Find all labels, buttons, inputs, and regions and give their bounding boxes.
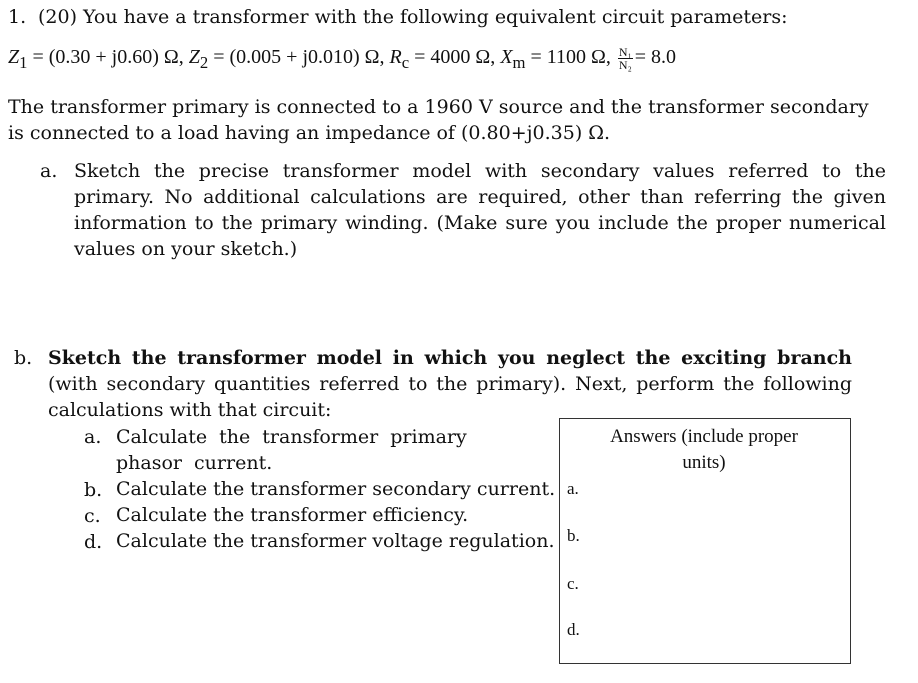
part-a-text: Sketch the precise transformer model with secondary values referred to the primary. No additional calculations are required, other than referring the given information to the primary winding. (Make sure you include the proper numerical values on your sketch.) bbox=[74, 160, 886, 260]
turns-ratio-value: = 8.0 bbox=[634, 46, 677, 69]
xm-symbol: X bbox=[500, 46, 513, 69]
turns-ratio-fraction bbox=[618, 46, 633, 71]
answer-label-d: d. bbox=[567, 620, 580, 639]
z1-subscript: 1 bbox=[19, 53, 28, 73]
xm-value: = 1100 Ω, bbox=[525, 46, 611, 69]
answers-heading: Answers (include proper units) bbox=[610, 426, 798, 473]
rc-value: = 4000 Ω, bbox=[409, 46, 501, 69]
answer-label-a: a. bbox=[567, 479, 579, 498]
problem-description: The transformer primary is connected to a 1960 V source and the transformer secondary is connected to a load having an impedance of (0.80+j0.35) Ω. bbox=[8, 96, 869, 144]
problem-number: 1. bbox=[8, 6, 27, 28]
item-a-letter: a. bbox=[84, 426, 102, 448]
z1-symbol: Z bbox=[8, 46, 20, 69]
turns-ratio-numerator: N₁ bbox=[618, 45, 632, 59]
item-b-text: Calculate the transformer secondary current. bbox=[116, 478, 556, 500]
part-b-rest-text: (with secondary quantities referred to the primary). Next, perform the following calculations with that circuit: bbox=[48, 373, 852, 421]
item-c-text: Calculate the transformer efficiency. bbox=[116, 504, 469, 526]
rc-subscript: c bbox=[401, 53, 410, 73]
xm-subscript: m bbox=[512, 53, 526, 73]
item-d-letter: d. bbox=[84, 531, 103, 553]
item-c-letter: c. bbox=[84, 505, 101, 527]
z2-symbol: Z bbox=[188, 46, 200, 69]
part-a-letter: a. bbox=[40, 160, 58, 182]
problem-header: (20) You have a transformer with the following equivalent circuit parameters: bbox=[38, 6, 788, 28]
answer-label-b: b. bbox=[567, 526, 580, 545]
part-b-letter: b. bbox=[14, 347, 33, 369]
item-b-letter: b. bbox=[84, 479, 103, 501]
item-d-text: Calculate the transformer voltage regulation. bbox=[116, 530, 555, 552]
rc-symbol: R bbox=[389, 46, 402, 69]
z1-value: = (0.30 + j0.60) Ω, bbox=[27, 46, 189, 69]
z2-value: = (0.005 + j0.010) Ω, bbox=[208, 46, 390, 69]
part-b-text bbox=[48, 345, 852, 423]
part-b-bold-text: Sketch the transformer model in which you neglect the exciting branch bbox=[48, 347, 852, 369]
item-a-text: Calculate the transformer primary phasor current. bbox=[116, 426, 467, 474]
parameter-line bbox=[8, 46, 676, 73]
z2-subscript: 2 bbox=[199, 53, 209, 73]
turns-ratio-denominator: N₂ bbox=[618, 58, 632, 72]
answer-label-c: c. bbox=[567, 574, 579, 593]
